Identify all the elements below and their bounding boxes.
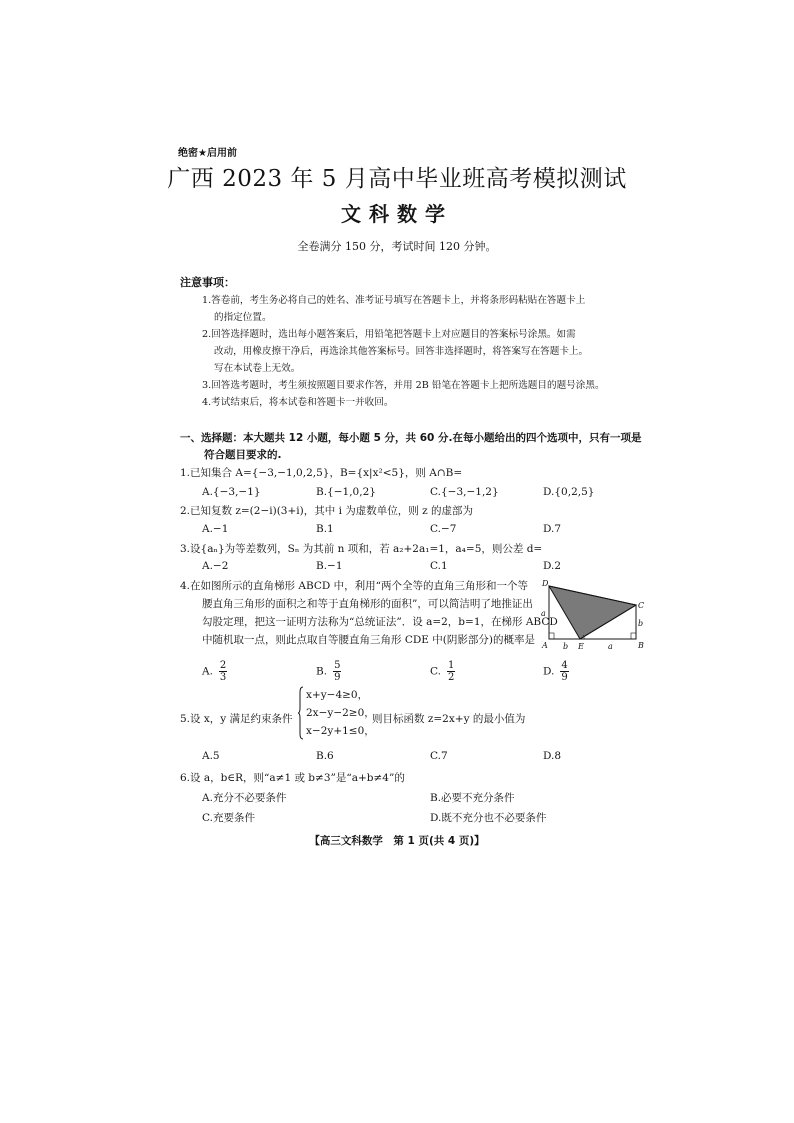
notes-heading: 注意事项： <box>180 276 235 289</box>
question-4-stem: 4.在如图所示的直角梯形 ABCD 中，利用“两个全等的直角三角形和一个等 <box>180 580 529 592</box>
constraint-line: x−2y+1≤0， <box>306 725 375 737</box>
q1-option-c: C.{−3,−1,2} <box>430 486 499 498</box>
secret-mark: 绝密★启用前 <box>178 148 237 159</box>
question-5-stem-prefix: 5.设 x，y 满足约束条件 <box>180 713 293 725</box>
label-b: B <box>638 641 644 650</box>
exam-title: 广西 2023 年 5 月高中毕业班高考模拟测试 <box>167 166 627 192</box>
system-brace <box>298 686 304 740</box>
note-line: 改动，用橡皮擦干净后，再选涂其他答案标号。回答非选择题时，将答案写在答题卡上。 <box>214 346 589 357</box>
right-angle-b <box>631 633 636 639</box>
q5-option-a: A.5 <box>202 750 220 762</box>
question-1-stem: 1.已知集合 A={−3,−1,0,2,5}，B={x|x²<5}，则 A∩B= <box>180 467 463 479</box>
note-line: 4.考试结束后，将本试卷和答题卡一并收回。 <box>202 397 394 408</box>
note-line: 的指定位置。 <box>214 312 272 323</box>
page-footer: 【高三文科数学 第 1 页(共 4 页)】 <box>309 835 485 847</box>
constraint-line: x+y−4≥0， <box>306 689 369 701</box>
q4-option-c-letter: C. <box>430 665 441 678</box>
trapezoid-figure <box>540 578 644 652</box>
section-heading-cont: 符合题目要求的. <box>204 449 282 461</box>
q4-option-a <box>202 660 227 683</box>
question-4-stem: 勾股定理，把这一证明方法称为“总统证法”．设 a=2，b=1，在梯形 ABCD <box>202 616 558 628</box>
q5-option-b: B.6 <box>316 750 334 762</box>
score-info: 全卷满分 150 分，考试时间 120 分钟。 <box>297 240 497 253</box>
label-side-a-bottom: a <box>608 642 613 651</box>
q4-option-a-fraction: $\frac{2}{3}$ <box>219 660 227 683</box>
question-6-stem: 6.设 a，b∈R，则“a≠1 或 b≠3”是“a+b≠4”的 <box>180 772 405 784</box>
label-side-b-bottom: b <box>563 642 569 651</box>
q4-option-a-letter: A. <box>202 665 213 678</box>
constraint-line: 2x−y−2≥0， <box>306 707 375 719</box>
q3-option-a: A.−2 <box>202 560 229 572</box>
q6-option-b: B.必要不充分条件 <box>430 792 515 804</box>
label-side-b-right: b <box>638 619 644 628</box>
question-4-stem: 中随机取一点，则此点取自等腰直角三角形 CDE 中(阴影部分)的概率是 <box>202 634 535 646</box>
q6-option-d: D.既不充分也不必要条件 <box>430 812 547 824</box>
note-line: 2.回答选择题时，选出每小题答案后，用铅笔把答题卡上对应题目的答案标号涂黑。如需 <box>202 329 576 340</box>
question-4-stem: 腰直角三角形的面积之和等于直角梯形的面积”，可以简洁明了地推证出 <box>202 598 533 610</box>
question-2-stem: 2.已知复数 z=(2−i)(3+i)，其中 i 为虚数单位，则 z 的虚部为 <box>180 505 473 517</box>
question-5-stem-suffix: 则目标函数 z=2x+y 的最小值为 <box>372 713 526 725</box>
question-3-stem: 3.设{aₙ}为等差数列，Sₙ 为其前 n 项和，若 a₂+2a₁=1，a₄=5，则公差 d= <box>180 543 543 555</box>
q4-option-d-letter: D. <box>543 665 555 678</box>
q5-option-c: C.7 <box>430 750 448 762</box>
label-d: D <box>542 579 549 588</box>
q2-option-a: A.−1 <box>202 523 229 535</box>
q2-option-c: C.−7 <box>430 523 457 535</box>
label-side-a: a <box>541 609 546 618</box>
q1-option-d: D.{0,2,5} <box>543 486 595 498</box>
q4-option-c <box>430 660 455 683</box>
exam-subtitle: 文科数学 <box>341 202 453 226</box>
label-c: C <box>638 601 644 610</box>
q3-option-b: B.−1 <box>316 560 343 572</box>
q3-option-d: D.2 <box>543 560 562 572</box>
q4-option-b-fraction: $\frac{5}{9}$ <box>334 660 341 683</box>
q6-option-c: C.充要条件 <box>202 812 255 824</box>
q4-option-b <box>316 660 341 683</box>
note-line: 3.回答选考题时，考生须按照题目要求作答，并用 2B 铅笔在答题卡上把所选题目的题号涂黑。 <box>202 380 605 391</box>
q4-option-d <box>543 660 569 683</box>
right-angle-a <box>549 633 554 639</box>
q2-option-b: B.1 <box>316 523 334 535</box>
q6-option-a: A.充分不必要条件 <box>202 792 287 804</box>
section-heading: 一、选择题：本大题共 12 小题，每小题 5 分，共 60 分.在每小题给出的四个选项中，只有一项是 <box>180 432 642 444</box>
q3-option-c: C.1 <box>430 560 448 572</box>
q1-option-a: A.{−3,−1} <box>202 486 261 498</box>
label-e: E <box>578 642 584 651</box>
q4-option-d-fraction: $\frac{4}{9}$ <box>561 660 568 683</box>
q5-option-d: D.8 <box>543 750 562 762</box>
q4-option-c-fraction: $\frac{1}{2}$ <box>448 660 455 683</box>
note-line: 1.答卷前，考生务必将自己的姓名、准考证号填写在答题卡上，并将条形码粘贴在答题卡上 <box>202 295 586 306</box>
q2-option-d: D.7 <box>543 523 562 535</box>
label-a: A <box>542 641 548 650</box>
note-line: 写在本试卷上无效。 <box>214 363 301 374</box>
q4-option-b-letter: B. <box>316 665 328 678</box>
q1-option-b: B.{−1,0,2} <box>316 486 376 498</box>
